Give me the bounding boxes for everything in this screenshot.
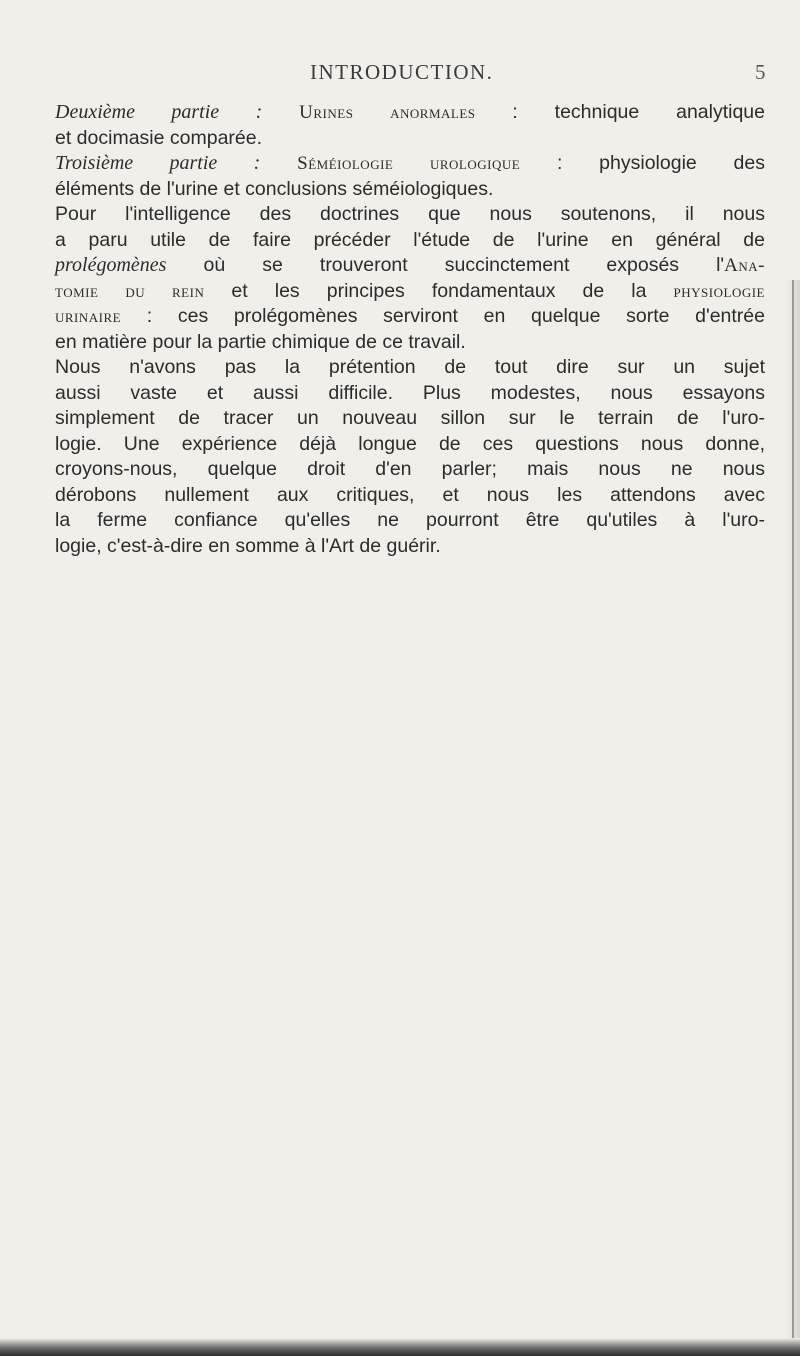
text-line: en matière pour la partie chimique de ce travail. xyxy=(55,330,466,353)
running-head xyxy=(0,60,800,90)
paragraph-part-two xyxy=(55,100,765,151)
text-line: dérobons nullement aux critiques, et nous les attendons avec xyxy=(55,483,765,506)
body-text xyxy=(55,100,765,559)
text-line: aussi vaste et aussi difficile. Plus modestes, nous essayons xyxy=(55,381,765,404)
text-line: urinaire : ces prolégomènes serviront en quelque sorte d'entrée xyxy=(55,305,765,327)
page-bottom-edge xyxy=(0,1338,800,1356)
text-line: simplement de tracer un nouveau sillon sur le terrain de l'uro- xyxy=(55,407,765,429)
text-line: Troisième partie : Séméiologie urologique : physiologie des xyxy=(55,152,765,174)
text-line: a paru utile de faire précéder l'étude de l'urine en général de xyxy=(55,228,765,251)
page-number: 5 xyxy=(755,60,766,84)
text-line: tomie du rein et les principes fondamentaux de la physiologie xyxy=(55,279,765,302)
paragraph-part-three xyxy=(55,151,765,202)
page-edge-line xyxy=(792,280,794,1356)
text-line: et docimasie comparée. xyxy=(55,126,263,149)
running-head-title: INTRODUCTION. xyxy=(310,60,494,84)
text-line: Deuxième partie : Urines anormales : technique analytique xyxy=(55,101,765,123)
text-line: la ferme confiance qu'elles ne pourront être qu'utiles à l'uro- xyxy=(55,509,765,531)
text-line: Pour l'intelligence des doctrines que nous soutenons, il nous xyxy=(55,203,765,225)
text-line: croyons-nous, quelque droit d'en parler; mais nous ne nous xyxy=(55,458,765,480)
text-line: Nous n'avons pas la prétention de tout dire sur un sujet xyxy=(55,356,765,378)
paragraph-intelligence xyxy=(55,202,765,355)
text-line: logie, c'est-à-dire en somme à l'Art de guérir. xyxy=(55,534,441,557)
paragraph-pretention xyxy=(55,355,765,559)
text-line: logie. Une expérience déjà longue de ces questions nous donne, xyxy=(55,432,765,455)
text-line: prolégomènes où se trouveront succinctement exposés l'Ana- xyxy=(55,254,765,276)
text-line: éléments de l'urine et conclusions séméiologiques. xyxy=(55,177,494,200)
